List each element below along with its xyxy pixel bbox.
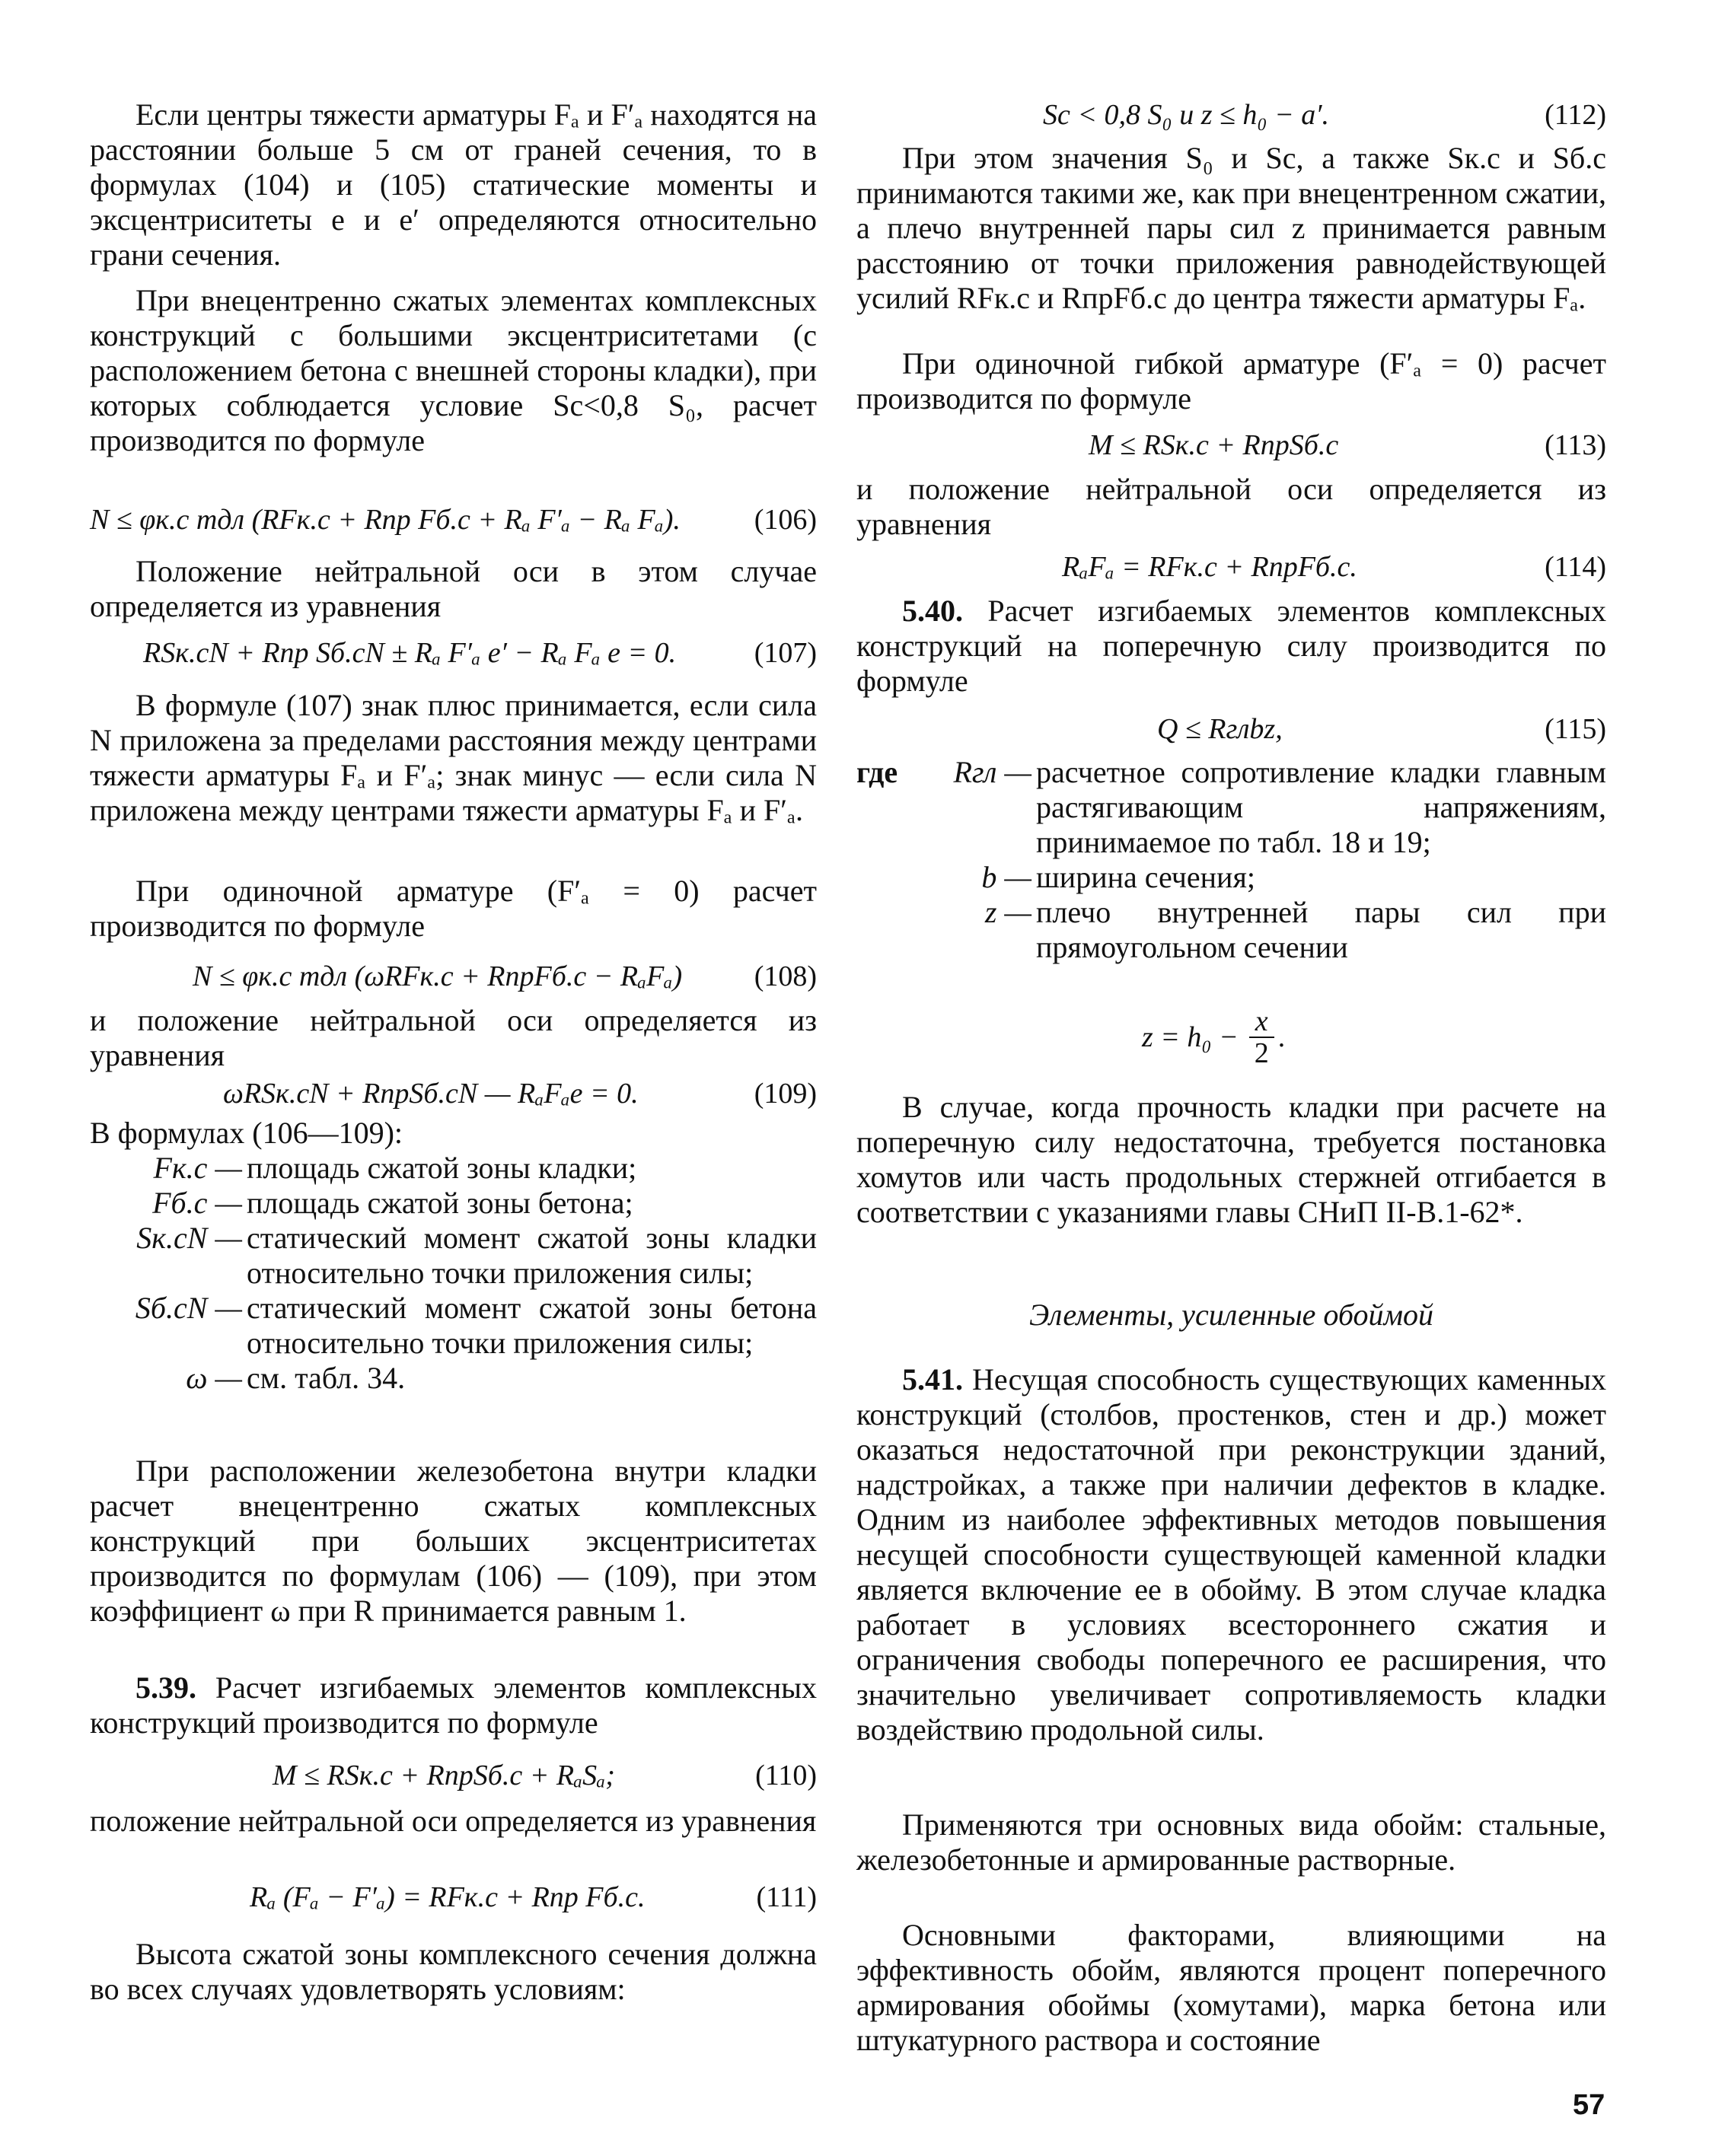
paragraph-compressed-zone-height: Высота сжатой зоны комплексного сечения должна во всех случаях удовлетворять условиям: [90,1937,817,2006]
paragraph-neutral-axis: Положение нейтральной оси в этом случае определяется из уравнения [90,554,817,623]
definition-item: Sб.сN — статический момент сжатой зоны бетона относительно точки приложения силы; [135,1291,817,1360]
definition-item: где Rгл — расчетное сопротивление кладки главным растягивающим напряжениям, принимаемое по табл. 18 и 19; [856,755,1606,859]
formula-108: N ≤ φк.с mдл (ωRFк.с + RпрFб.с − RₐFₐ) [193,960,683,992]
section-number-5-41: 5.41. [902,1362,963,1396]
formula-z: z = h₀ − $\frac{x}{2}$ . [1142,1005,1287,1069]
page-number: 57 [1573,2089,1605,2121]
where-label: где [856,755,898,789]
fraction-numerator: x [1249,1006,1274,1038]
paragraph-main-factors: Основными факторами, влияющими на эффективность обойм, являются процент поперечного армирования обоймы (хомутами), марка бетона или штукатурного раствора и состояние [856,1918,1606,2057]
formula-106: N ≤ φк.с mдл (RFк.с + Rпр Fб.с + Rₐ F′ₐ − Rₐ Fₐ). [90,504,681,536]
formula-number-107: (107) [754,637,817,669]
formula-number-110: (110) [755,1760,817,1791]
section-number-5-40: 5.40. [902,594,963,628]
definition-item: z — плечо внутренней пары сил при прямоугольном сечении [984,895,1606,964]
definition-item: Fк.с — площадь сжатой зоны кладки; [153,1151,637,1185]
section-title: Элементы, усиленные обоймой [1028,1298,1434,1332]
paragraph-neutral-axis-2: и положение нейтральной оси определяется из уравнения [90,1003,817,1072]
formula-114: RₐFₐ = RFк.с + RпрFб.с. [1062,551,1357,583]
formula-number-111: (111) [756,1881,817,1913]
formula-113: M ≤ RSк.с + RпрSб.с [1089,429,1339,461]
fraction-denominator: 2 [1254,1037,1269,1069]
paragraph-single-reinforcement: При одиночной арматуре (F′ₐ = 0) расчет производится по формуле [90,874,817,943]
definitions-list-right [856,755,1606,965]
definition-item: b — ширина сечения; [981,860,1255,894]
formula-z-left: z = h₀ − [1142,1021,1239,1053]
paragraph-reinforcement-centers: Если центры тяжести арматуры Fₐ и F′ₐ находятся на расстоянии больше 5 см от граней сечения, то в формулах (104) и (105) статические моменты и эксцентриситеты e и e′ определяются относительно грани сечения. [90,97,817,272]
paragraph-5-41: 5.41. Несущая способность существующих каменных конструкций (столбов, простенков, стен и др.) может оказаться недостаточной при реконструкции зданий, надстройках, а также при наличии дефектов в кладке. Одним из наиболее эффективных методов повышения несущей способности существующей каменной кладки является включение ее в обойму. В этом случае кладка работает в условиях всестороннего сжатия и ограничения свободы поперечного ее расширения, что значительно увеличивает сопротивляемость кладки воздействию продольной силы. [856,1362,1607,1747]
paragraph-reinforced-concrete-inside: При расположении железобетона внутри кладки расчет внецентренно сжатых комплексных конструкций при больших эксцентриситетах производится по формулам (106) — (109), при этом коэффициент ω при R принимается равным 1. [90,1454,817,1628]
definition-item: ω — см. табл. 34. [186,1361,406,1395]
formula-number-112: (112) [1545,99,1606,131]
definition-item: Sк.сN — статический момент сжатой зоны кладки относительно точки приложения силы; [136,1221,817,1290]
fraction [1249,1006,1274,1068]
formula-115: Q ≤ Rглbz, [1157,713,1283,745]
paragraph-sign-rule: В формуле (107) знак плюс принимается, если сила N приложена за пределами расстояния между центрами тяжести арматуры Fₐ и F′ₐ; знак минус — если сила N приложена между центрами тяжести арматуры Fₐ и F′ₐ. [90,688,817,827]
section-number-5-39: 5.39. [136,1670,196,1705]
formula-number-115: (115) [1545,713,1606,745]
paragraph-5-39: 5.39. Расчет изгибаемых элементов комплексных конструкций производится по формуле [90,1670,818,1740]
paragraph-neutral-axis-3: положение нейтральной оси определяется из уравнения [90,1804,817,1838]
paragraph-stirrups: В случае, когда прочность кладки при расчете на поперечную силу недостаточна, требуется постановка хомутов или часть продольных стержней отгибается в соответствии с указаниями главы СНиП II-B.1-62*. [856,1090,1606,1229]
formula-number-108: (108) [754,960,817,992]
formula-109: ωRSк.сN + RпрSб.сN — RₐFₐe = 0. [223,1078,639,1110]
paragraph-values-s0-sc: При этом значения S₀ и Sc, а также Sк.с и Sб.с принимаются такими же, как при внецентренном сжатии, а плечо внутренней пары сил z принимается равным расстоянию от точки приложения равнодействующей усилий RFк.с и RпрFб.с до центра тяжести арматуры Fₐ. [856,141,1606,315]
formula-number-114: (114) [1545,551,1606,583]
definition-item: Fб.с — площадь сжатой зоны бетона; [152,1186,633,1220]
formula-number-109: (109) [754,1078,817,1110]
formula-number-106: (106) [754,504,817,536]
paragraph-single-flexible: При одиночной гибкой арматуре (F′ₐ = 0) расчет производится по формуле [856,346,1606,416]
definitions-list-left [90,1151,817,1396]
formula-107: RSк.сN + Rпр Sб.сN ± Rₐ F′ₐ e′ − Rₐ Fₐ e = 0. [143,637,677,669]
paragraph-eccentric-compression: При внецентренно сжатых элементах комплексных конструкций с большими эксцентриситетами (с расположением бетона с внешней стороны кладки), при которых соблюдается условие Sc<0,8 S₀, расчет производится по формуле [90,283,817,457]
definitions-intro: В формулах (106—109): [90,1116,403,1150]
formula-110: M ≤ RSк.с + RпрSб.с + RₐSₐ; [273,1760,615,1791]
paragraph-jacket-types: Применяются три основных вида обойм: стальные, железобетонные и армированные растворные. [856,1807,1606,1877]
formula-111: Rₐ (Fₐ − F′ₐ) = RFк.с + Rпр Fб.с. [250,1881,646,1913]
paragraph-5-40: 5.40. Расчет изгибаемых элементов комплексных конструкций на поперечную силу производится по формуле [856,594,1607,698]
formula-number-113: (113) [1545,429,1606,461]
formula-112: Sc < 0,8 S₀ и z ≤ h₀ − a′. [1043,99,1330,131]
paragraph-neutral-axis-right: и положение нейтральной оси определяется из уравнения [856,472,1606,541]
